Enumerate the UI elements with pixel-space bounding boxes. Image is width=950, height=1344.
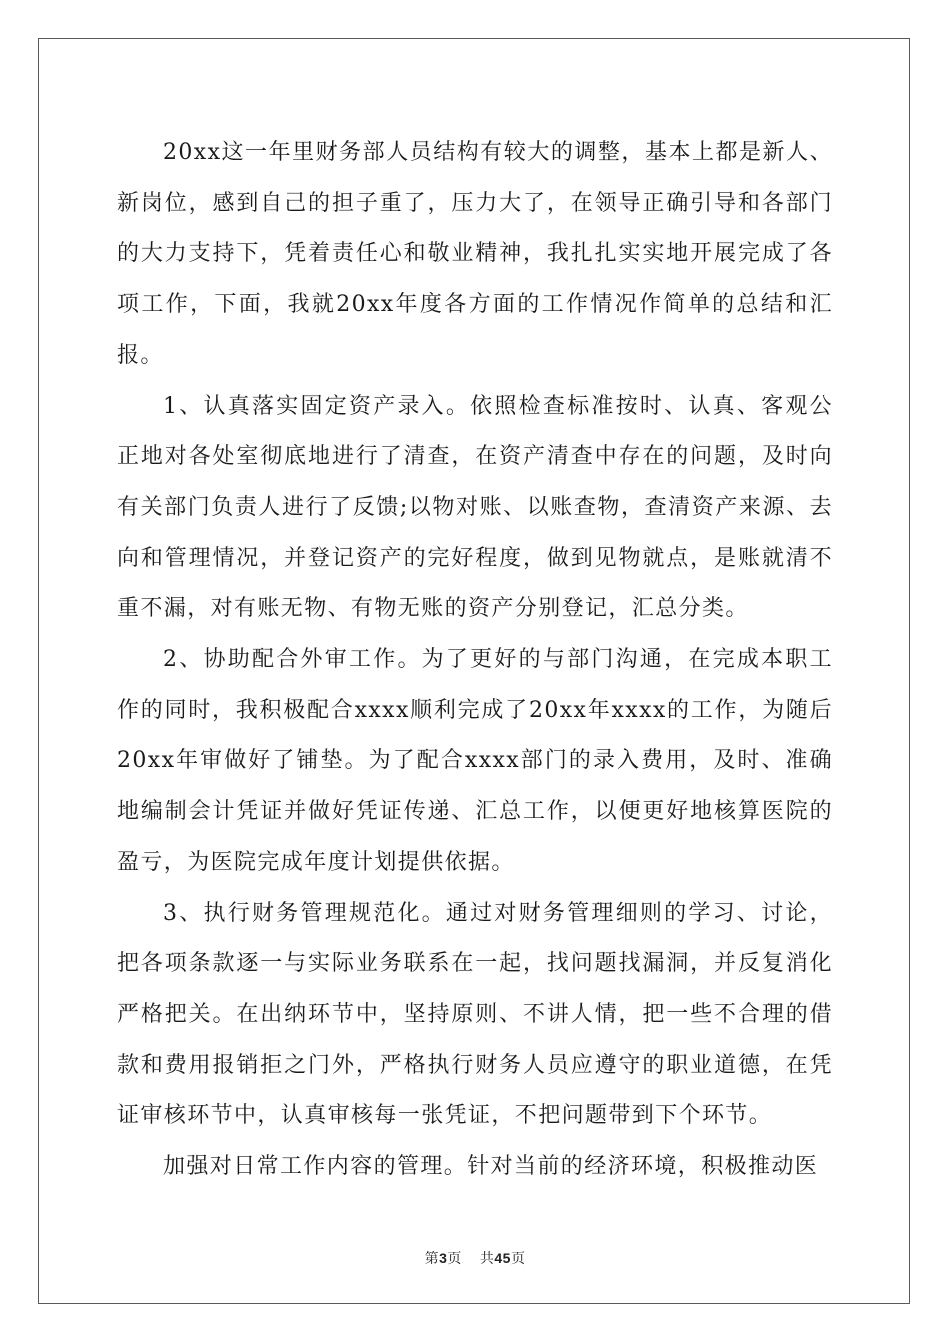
total-pages: 45 xyxy=(494,1250,511,1266)
paragraph-daily-management: 加强对日常工作内容的管理。针对当前的经济环境，积极推动医 xyxy=(163,1154,819,1180)
paragraph-intro: 20xx这一年里财务部人员结构有较大的调整，基本上都是新人、新岗位，感到自己的担子重了，压力大了，在领导正确引导和各部门的大力支持下，凭着责任心和敬业精神，我扎扎实实地开展完成了各项工作，下面，我就20xx年度各方面的工作情况作简单的总结和汇报。 xyxy=(117,140,833,368)
document-body xyxy=(117,128,833,1193)
paragraph-standardization: 3、执行财务管理规范化。通过对财务管理细则的学习、讨论，把各项条款逐一与实际业务联系在一起，找问题找漏洞，并反复消化严格把关。在出纳环节中，坚持原则、不讲人情，把一些不合理的借款和费用报销拒之门外，严格执行财务人员应遵守的职业道德，在凭证审核环节中，认真审核每一张凭证，不把问题带到下个环节。 xyxy=(117,900,833,1129)
paragraph-external-audit: 2、协助配合外审工作。为了更好的与部门沟通，在完成本职工作的同时，我积极配合xxxx顺利完成了20xx年xxxx的工作，为随后20xx年审做好了铺垫。为了配合xxxx部门的录入费用，及时、准确地编制会计凭证并做好凭证传递、汇总工作，以便更好地核算医院的盈亏，为医院完成年度计划提供依据。 xyxy=(117,647,833,875)
page-number: 3 xyxy=(439,1250,448,1266)
paragraph-fixed-assets: 1、认真落实固定资产录入。依照检查标准按时、认真、客观公正地对各处室彻底地进行了清查，在资产清查中存在的问题，及时向有关部门负责人进行了反馈;以物对账、以账查物，查清资产来源、去向和管理情况，并登记资产的完好程度，做到见物就点，是账就清不重不漏，对有账无物、有物无账的资产分别登记，汇总分类。 xyxy=(117,393,833,622)
total-pages-label: 共45页 xyxy=(479,1250,526,1267)
page-footer xyxy=(0,1248,950,1268)
page-label: 第3页 xyxy=(424,1250,462,1267)
